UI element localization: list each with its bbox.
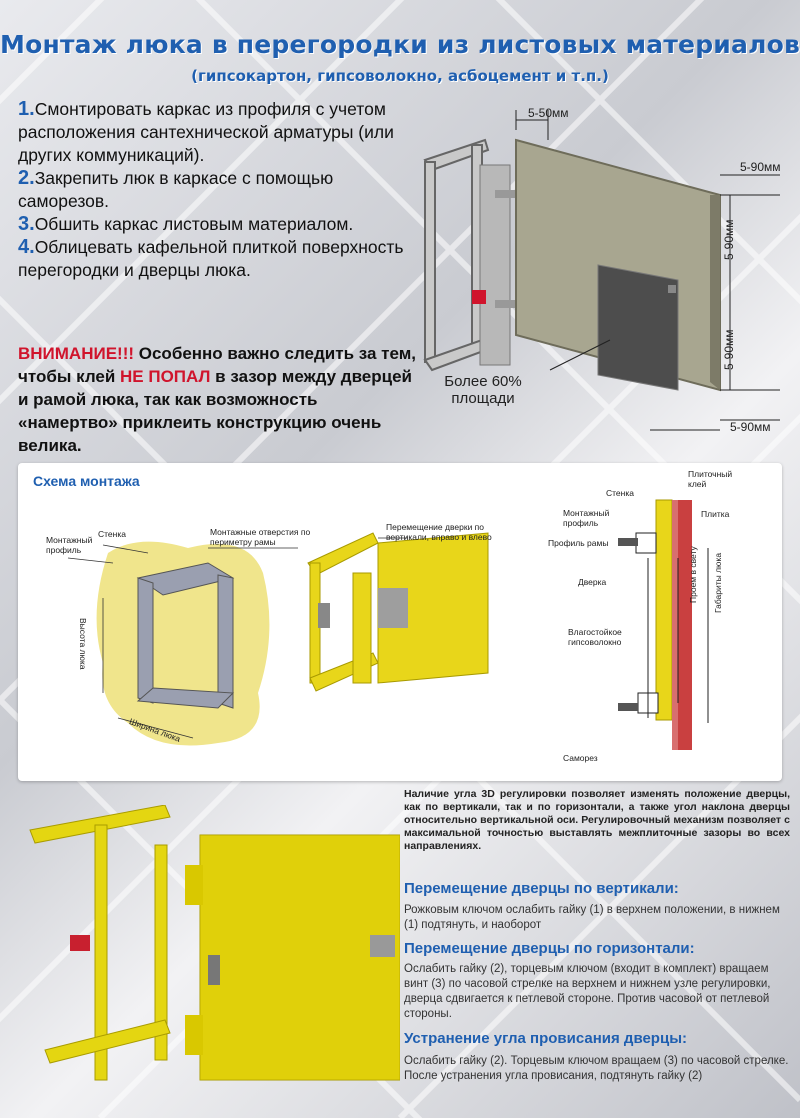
step-2: 2.Закрепить люк в каркасе с помощью саморезов.	[18, 167, 334, 211]
right-label-wall: Стенка	[606, 488, 634, 498]
right-label-screw: Саморез	[563, 753, 598, 763]
dim-5-90-top: 5-90мм	[740, 160, 781, 174]
section-1-body: Рожковым ключом ослабить гайку (1) в верхнем положении, в нижнем (1) подтянуть, и наоборот	[404, 904, 780, 931]
right-label-frame-profile: Профиль рамы	[548, 538, 609, 548]
scheme-title: Схема монтажа	[33, 473, 140, 489]
label-mount-profile: Монтажный профиль	[46, 535, 93, 555]
page-title: Монтаж люка в перегородки из листовых материалов	[0, 30, 800, 59]
mounting-scheme-panel	[18, 463, 782, 781]
step-1: 1.Смонтировать каркас из профиля с учетом расположения сантехнической арматуры (или других коммуникаций).	[18, 98, 394, 165]
right-label-tile-glue: Плиточный клей	[688, 469, 733, 489]
section-3-heading: Устранение угла провисания дверцы:	[404, 1030, 688, 1047]
page-subtitle: (гипсокартон, гипсоволокно, асбоцемент и т.п.)	[191, 67, 609, 85]
right-label-tile: Плитка	[701, 509, 730, 519]
section-1-heading: Перемещение дверцы по вертикали:	[404, 880, 679, 897]
dim-5-50: 5-50мм	[528, 106, 569, 120]
area-note: Более 60% площади	[444, 373, 522, 407]
dim-5-90-bottom: 5-90мм	[730, 420, 771, 434]
right-label-door: Дверка	[578, 577, 607, 587]
step-3: 3.Обшить каркас листовым материалом.	[18, 213, 354, 235]
right-label-mount-profile: Монтажный профиль	[563, 508, 610, 528]
right-label-overall: Габариты люка	[713, 552, 723, 613]
label-height: Высота люка	[78, 618, 88, 670]
step-4: 4.Облицевать кафельной плиткой поверхность перегородки и дверцы люка.	[18, 236, 404, 280]
label-mount-holes: Монтажные отверстия по периметру рамы	[210, 527, 311, 547]
right-label-clear-opening: Проем в свету	[688, 546, 698, 603]
scheme-drawings	[18, 463, 782, 781]
info-text: Наличие угла 3D регулировки позволяет изменять положение дверцы, как по вертикали, так и по горизонтали, а также угол наклона дверцы относительно вертикальной оси. Регулировочный механизм позволяет с максимальной точностью выставлять межплиточные зазоры во всех направлениях.	[404, 788, 790, 852]
hatch-photo	[25, 805, 400, 1100]
right-label-gvl: Влагостойкое гипсоволокно	[568, 627, 622, 647]
label-door-move: Перемещение дверки по вертикали, вправо и влево	[386, 522, 492, 542]
section-2-heading: Перемещение дверцы по горизонтали:	[404, 940, 695, 957]
section-3-body: Ослабить гайку (2). Торцевым ключом вращаем (3) по часовой стрелке. После устранения угла провисания, подтянуть гайку (2)	[404, 1055, 789, 1082]
steps-list	[18, 98, 418, 282]
dim-5-90-mid: 5-90мм	[722, 219, 736, 260]
dim-5-90-lower: 5-90мм	[722, 329, 736, 370]
warning-text: ВНИМАНИЕ!!! Особенно важно следить за тем, чтобы клей НЕ ПОПАЛ в зазор между дверцей и рамой люка, так как возможность «намертво» приклеить конструкцию очень велика.	[18, 344, 417, 455]
label-wall: Стенка	[98, 529, 126, 539]
section-2-body: Ослабить гайку (2), торцевым ключом (входит в комплект) вращаем винт (3) по часовой стрелке на верхнем и нижнем узле регулировки, дверца сдвигается к петлевой стороне. Против часовой от петлевой стороны.	[404, 963, 771, 1020]
label-width: Ширина люка	[127, 716, 182, 744]
